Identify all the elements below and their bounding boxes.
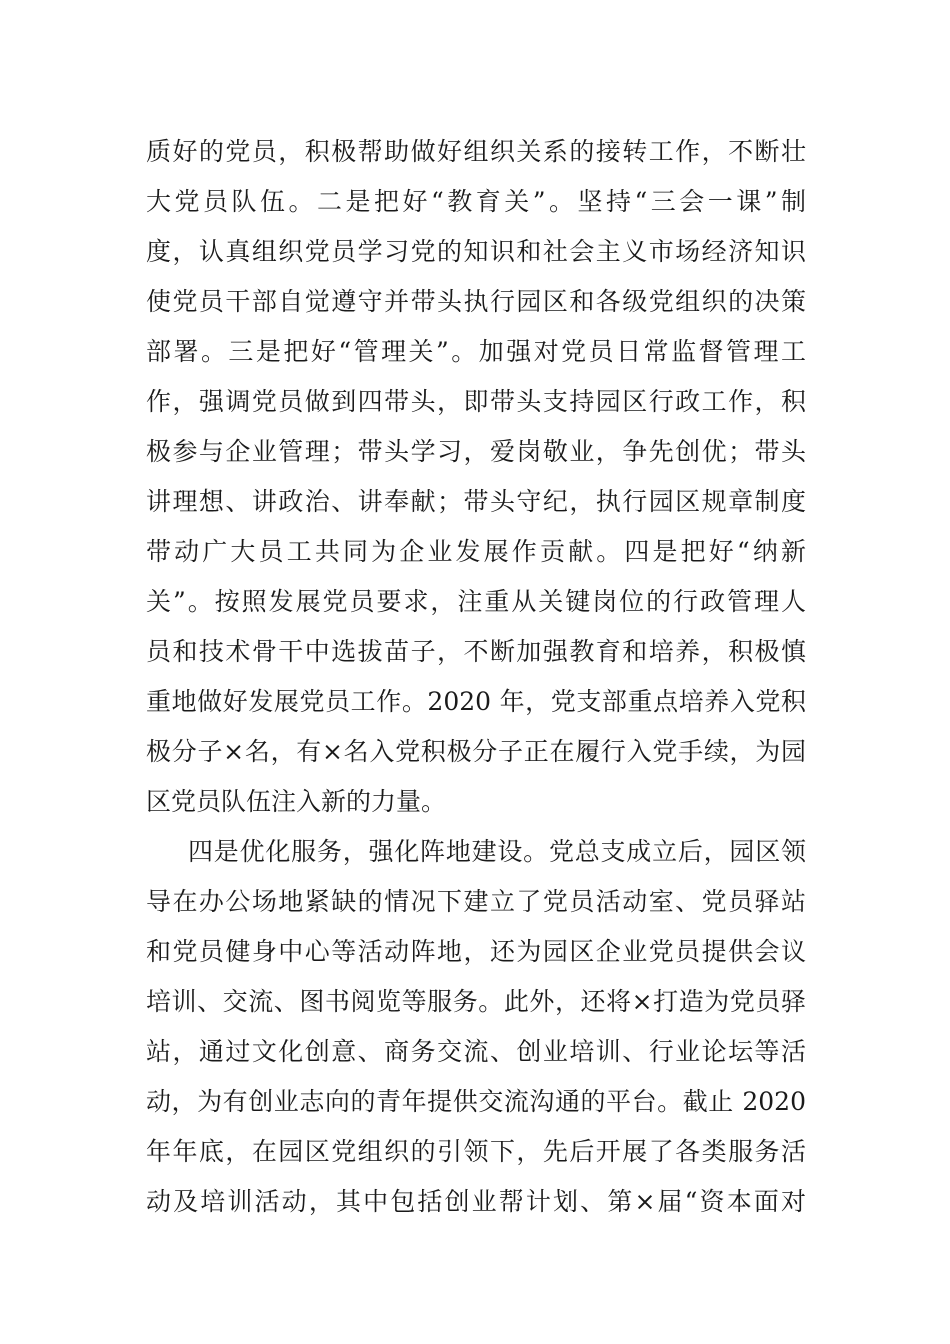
text-line: 关”。按照发展党员要求，注重从关键岗位的行政管理人 [146,587,806,616]
text-line: 极参与企业管理；带头学习，爱岗敬业，争先创优；带头 [146,437,806,466]
text-line: 和党员健身中心等活动阵地，还为园区企业党员提供会议 [146,937,806,966]
paragraph [146,127,806,827]
text-line: 带动广大员工共同为企业发展作贡献。四是把好“纳新 [146,537,806,566]
text-line: 部署。三是把好“管理关”。加强对党员日常监督管理工 [146,337,806,366]
text-line: 年年底，在园区党组织的引领下，先后开展了各类服务活 [146,1137,806,1166]
text-line: 重地做好发展党员工作。2020 年，党支部重点培养入党积 [146,687,806,716]
paragraph [146,827,806,1227]
text-line: 动，为有创业志向的青年提供交流沟通的平台。截止 2020 [146,1087,806,1116]
text-line: 导在办公场地紧缺的情况下建立了党员活动室、党员驿站 [146,887,806,916]
text-line: 作，强调党员做到四带头，即带头支持园区行政工作，积 [146,387,806,416]
text-line: 度，认真组织党员学习党的知识和社会主义市场经济知识 [146,237,806,266]
text-line: 质好的党员，积极帮助做好组织关系的接转工作，不断壮 [146,137,806,166]
text-line: 区党员队伍注入新的力量。 [146,787,447,816]
text-line: 使党员干部自觉遵守并带头执行园区和各级党组织的决策 [146,287,806,316]
text-line: 培训、交流、图书阅览等服务。此外，还将×打造为党员驿 [146,987,806,1016]
text-line: 讲理想、讲政治、讲奉献；带头守纪，执行园区规章制度 [146,487,806,516]
text-line: 极分子×名，有×名入党积极分子正在履行入党手续，为园 [146,737,806,766]
text-line: 员和技术骨干中选拔苗子，不断加强教育和培养，积极慎 [146,637,806,666]
text-line: 动及培训活动，其中包括创业帮计划、第×届“资本面对 [146,1187,806,1216]
text-line: 四是优化服务，强化阵地建设。党总支成立后，园区领 [188,837,806,866]
text-line: 大党员队伍。二是把好“教育关”。坚持“三会一课”制 [146,187,806,216]
text-line: 站，通过文化创意、商务交流、创业培训、行业论坛等活 [146,1037,806,1066]
body-text [146,127,806,1227]
